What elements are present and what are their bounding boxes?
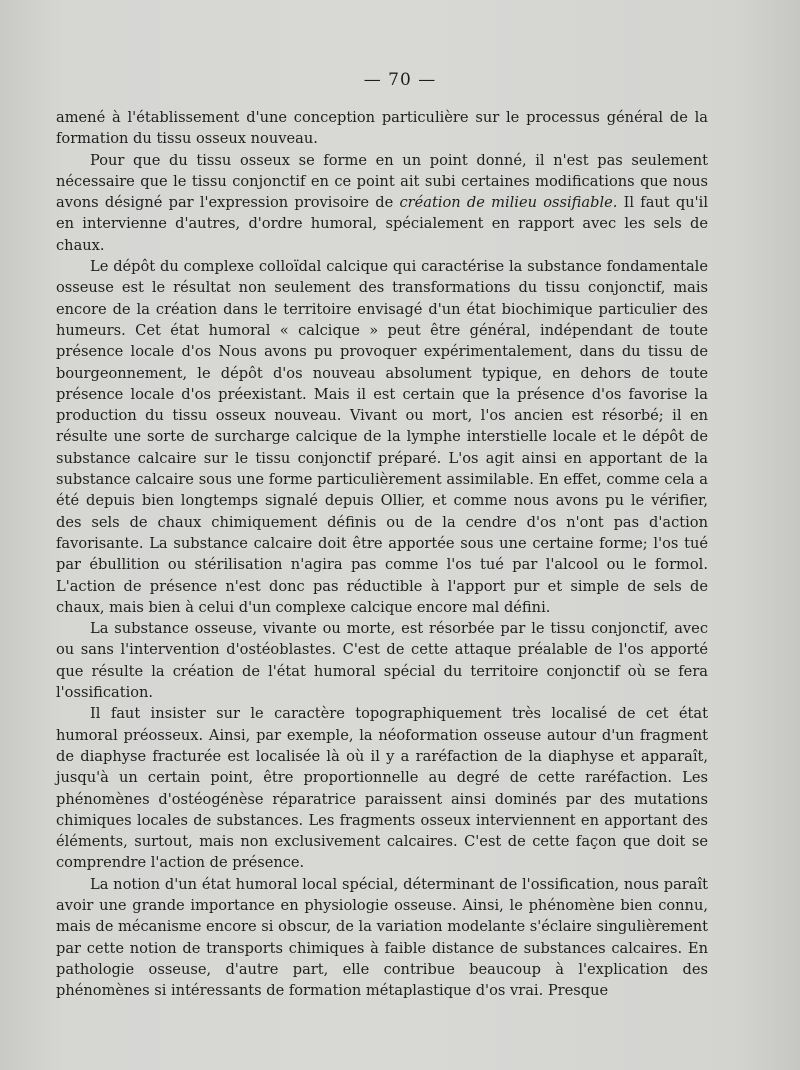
- paragraph-2: [56, 150, 708, 256]
- page-number: — 70 —: [363, 70, 437, 90]
- paragraph-1-text: amené à l'établissement d'une conception particulière sur le processus général de la formation du tissu osseux nouveau.: [56, 109, 708, 148]
- paragraph-3-text: Le dépôt du complexe colloïdal calcique qui caractérise la substance fondamentale osseuse est le résultat non seulement des transformations du tissu conjonctif, mais encore de la création dans le territoire envisagé d'un état biochimique particulier des humeurs. Cet état humoral « calcique » peut être général, indépendant de toute présence locale d'os Nous avons pu provoquer expérimentalement, dans du tissu de bourgeonnement, le dépôt d'os nouveau absolument typique, en dehors de toute présence locale d'os préexistant. Mais il est certain que la présence d'os favorise la production du tissu osseux nouveau. Vivant ou mort, l'os ancien est résorbé; il en résulte une sorte de surcharge calcique de la lymphe interstielle locale et le dépôt de substance calcaire sur le tissu conjonctif préparé. L'os agit ainsi en apportant de la substance calcaire sous une forme particulièrement assimilable. En effet, comme cela a été depuis bien longtemps signalé depuis Ollier, et comme nous avons pu le vérifier, des sels de chaux chimiquement définis ou de la cendre d'os n'ont pas d'action favorisante. La substance calcaire doit être apportée sous une certaine forme; l'os tué par ébullition ou stérilisation n'agira pas comme l'os tué par l'alcool ou le formol. L'action de présence n'est donc pas réductible à l'apport pur et simple de sels de chaux, mais bien à celui d'un complexe calcique encore mal défini.: [56, 258, 708, 616]
- paragraph-1: [56, 107, 708, 150]
- paragraph-4-text: La substance osseuse, vivante ou morte, est résorbée par le tissu conjonctif, avec ou sans l'intervention d'ostéoblastes. C'est de cette attaque préalable de l'os apporté que résulte la création de l'état humoral spécial du territoire conjonctif où se fera l'ossification.: [56, 620, 708, 702]
- paragraph-3: [56, 256, 708, 618]
- paragraph-2-text-after: Il faut qu'il en intervienne d'autres, d'ordre humoral, spécialement en rapport avec les sels de chaux.: [56, 194, 708, 254]
- paragraph-2-emphasis: création de milieu ossifiable.: [399, 194, 618, 212]
- paragraph-6-text: La notion d'un état humoral local spécial, déterminant de l'ossification, nous paraît avoir une grande importance en physiologie osseuse. Ainsi, le phénomène bien connu, mais de mécanisme encore si obscur, de la variation modelante s'éclaire singulièrement par cette notion de transports chimiques à faible distance de substances calcaires. En pathologie osseuse, d'autre part, elle contribue beaucoup à l'explication des phénomènes si intéressants de formation métaplastique d'os vrai. Presque: [56, 875, 708, 1000]
- paragraph-6: [56, 874, 708, 1002]
- paragraph-5: [56, 703, 708, 873]
- body-text: [56, 107, 708, 1001]
- paragraph-2-text-before: Pour que du tissu osseux se forme en un point donné, il n'est pas seulement nécessaire que le tissu conjonctif en ce point ait subi certaines modifications que nous avons désigné par l'expression provisoire de: [56, 151, 708, 212]
- paragraph-4: [56, 618, 708, 703]
- paragraph-5-text: Il faut insister sur le caractère topographiquement très localisé de cet état humoral préosseux. Ainsi, par exemple, la néoformation osseuse autour d'un fragment de diaphyse fracturée est localisée là où il y a raréfaction de la diaphyse et apparaît, jusqu'à un certain point, être proportionnelle au degré de cette raréfaction. Les phénomènes d'ostéogénèse réparatrice paraissent ainsi dominés par des mutations chimiques locales de substances. Les fragments osseux interviennent en apportant des éléments, surtout, mais non exclusivement calcaires. C'est de cette façon que doit se comprendre l'action de présence.: [56, 705, 708, 872]
